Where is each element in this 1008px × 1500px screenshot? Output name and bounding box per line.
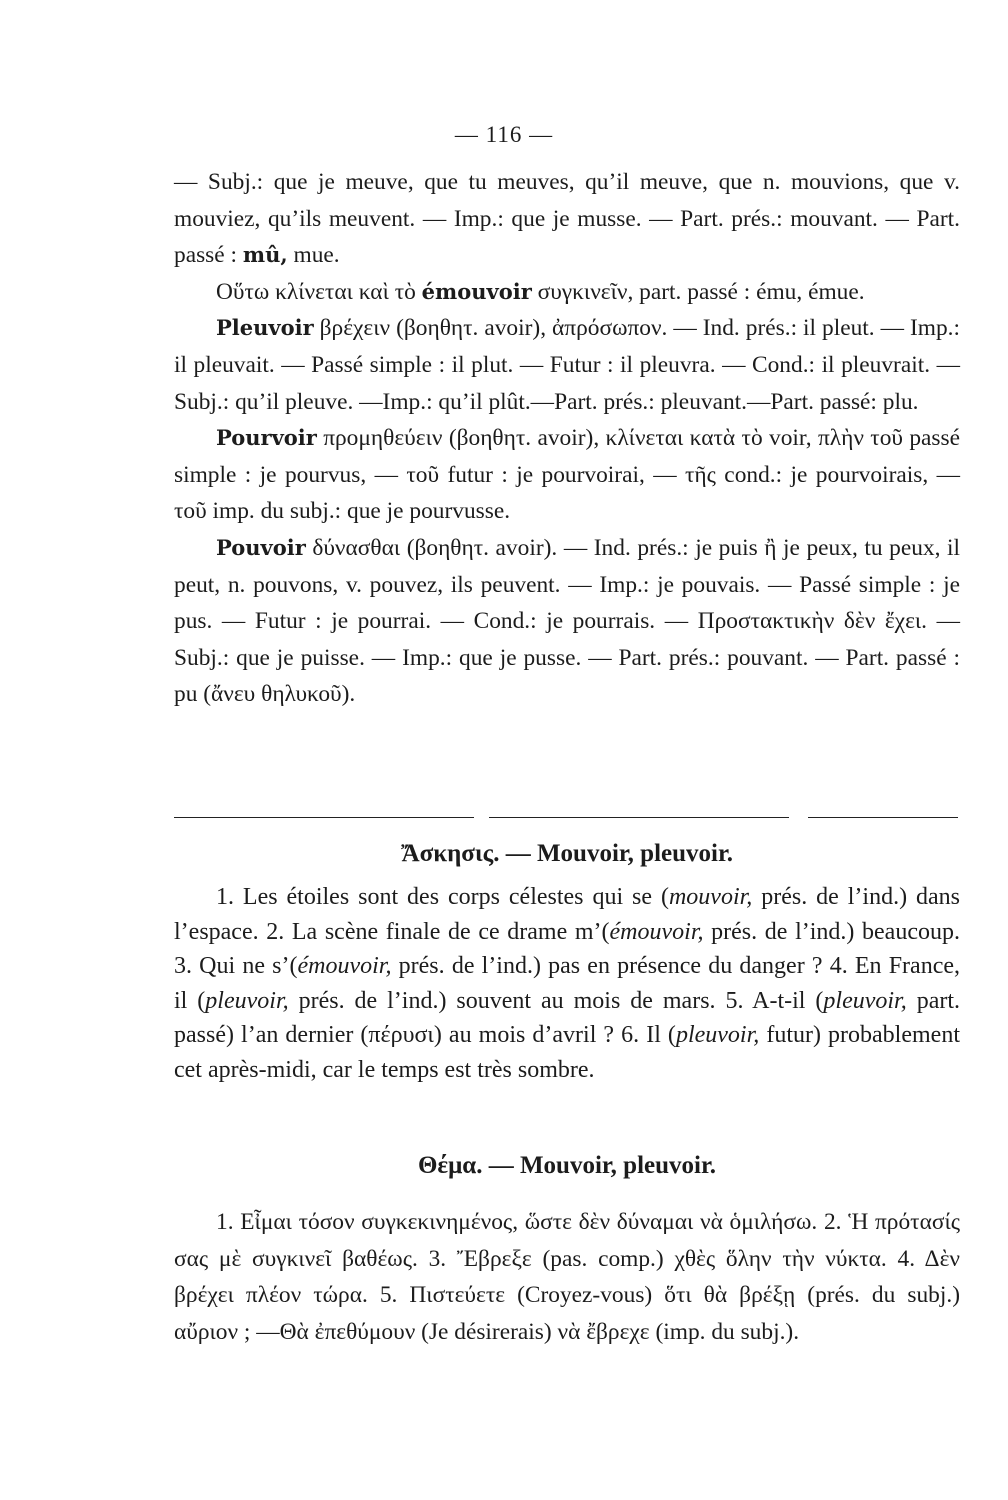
paragraph-pleuvoir: Pleuvoir βρέχειν (βοηθητ. avoir), ἀπρόσωπον. — Ind. prés.: il pleut. — Imp.: il pleuvait. — Passé simple : il plut. — Futur : il pleuvra. — Cond.: il pleuvrait. — Subj.: qu’il pleuve. —Imp.: qu’il plût.—Part. prés.: pleuvant.—Part. passé: plu. xyxy=(174,315,960,415)
paragraph-pouvoir: Pouvoir δύνασθαι (βοηθητ. avoir). — Ind. prés.: je puis ἢ je peux, tu peux, il peut, n. pouvons, v. pouvez, ils peuvent. — Imp.: je pouvais. — Passé simple : je pus. — Futur : je pourrai. — Cond.: je pourrais. — Προστακτικὴν δὲν ἔχει. — Subj.: que je puisse. — Imp.: que je pusse. — Part. prés.: pouvant. — Part. passé : pu (ἄνευ θηλυκοῦ). xyxy=(174,534,960,708)
theme-heading: Θέμα. — Mouvoir, pleuvoir. xyxy=(417,1152,717,1179)
divider-rule xyxy=(174,817,474,818)
exercise-heading: Ἄσκησις. — Mouvoir, pleuvoir. xyxy=(400,840,734,867)
theme-text: 1. Εἶμαι τόσον συγκεκινημένος, ὥστε δὲν δύναμαι νὰ ὁμιλήσω. 2. Ἡ πρότασίς σας μὲ συγκινεῖ βαθέως. 3. Ἔβρεξε (pas. comp.) χθὲς ὅλην τὴν νύκτα. 4. Δὲν βρέχει πλέον τώρα. 5. Πιστεύετε (Croyez-vous) ὅτι θὰ βρέξῃ (prés. du subj.) αὔριον ; —Θὰ ἐπεθύμουν (Je désirerais) νὰ ἔβρεχε (imp. du subj.). xyxy=(174,1209,960,1345)
conjugation-section xyxy=(174,164,960,713)
paragraph-mouvoir-subj: — Subj.: que je meuve, que tu meuves, qu’il meuve, que n. mouvions, que v. mouviez, qu’ils meuvent. — Imp.: que je musse. — Part. prés.: mouvant. — Part. passé : mû, mue. xyxy=(174,169,960,269)
paragraph-emouvoir: Οὕτω κλίνεται καὶ τὸ émouvoir συγκινεῖν, part. passé : ému, émue. xyxy=(216,278,865,305)
divider-rule xyxy=(808,817,958,818)
exercise-text: 1. Les étoiles sont des corps célestes qui se (mouvoir, prés. de l’ind.) dans l’espace. 2. La scène finale de ce drame m’(émouvoir, prés. de l’ind.) beaucoup. 3. Qui ne s’(émouvoir, prés. de l’ind.) pas en présence du danger ? 4. En France, il (pleuvoir, prés. de l’ind.) souvent au mois de mars. 5. A-t-il (pleuvoir, part. passé) l’an dernier (πέρυσι) au mois d’avril ? 6. Il (pleuvoir, futur) probablement cet après-midi, car le temps est très sombre. xyxy=(174,884,961,1083)
paragraph-pourvoir: Pourvoir προμηθεύειν (βοηθητ. avoir), κλίνεται κατὰ τὸ voir, πλὴν τοῦ passé simple : je pourvus, — τοῦ futur : je pourvoirai, — τῆς cond.: je pourvoirais, — τοῦ imp. du subj.: que je pourvusse. xyxy=(174,425,960,525)
divider-rule xyxy=(489,817,789,818)
page-number: — 116 — xyxy=(454,122,554,147)
